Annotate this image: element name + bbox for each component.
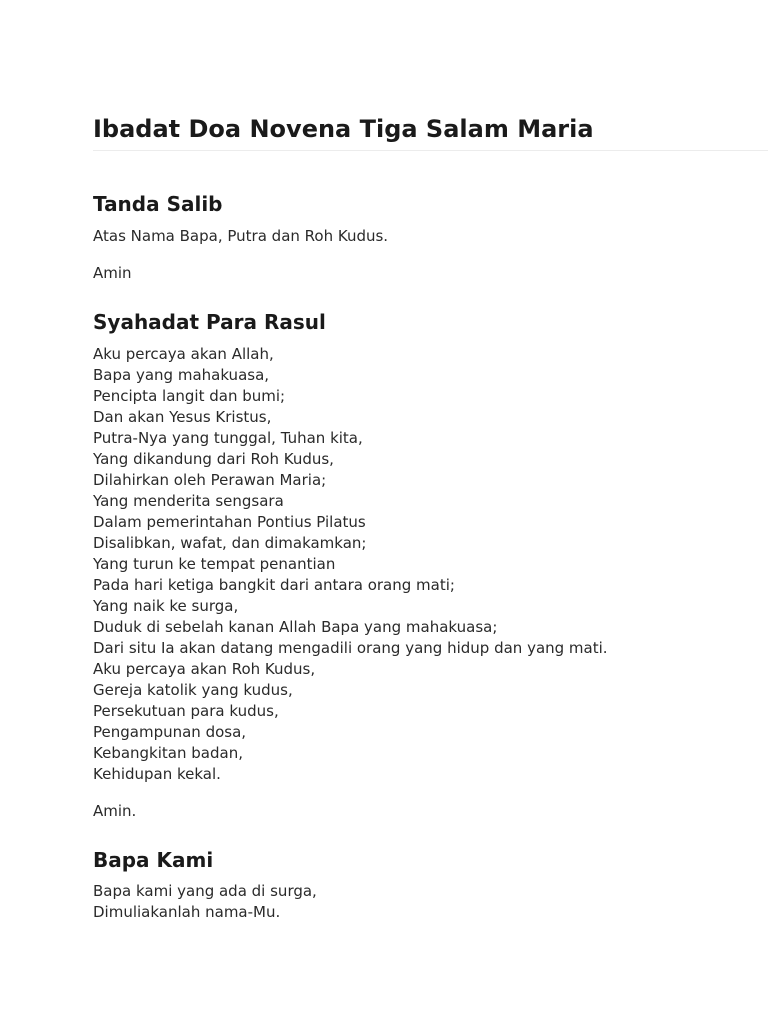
text-line: Dilahirkan oleh Perawan Maria;: [93, 471, 327, 489]
text-line: Pada hari ketiga bangkit dari antara orang mati;: [93, 576, 455, 594]
text-line: Bapa kami yang ada di surga,: [93, 882, 317, 900]
text-line: Duduk di sebelah kanan Allah Bapa yang mahakuasa;: [93, 618, 498, 636]
text-line: Yang menderita sengsara: [93, 492, 284, 510]
text-line: Persekutuan para kudus,: [93, 702, 279, 720]
text-line: Kebangkitan badan,: [93, 744, 243, 762]
text-line: Amin.: [93, 802, 137, 820]
paragraph-tanda-salib-1: [93, 226, 388, 247]
text-line: Pengampunan dosa,: [93, 723, 247, 741]
text-line: Dari situ Ia akan datang mengadili orang yang hidup dan yang mati.: [93, 639, 608, 657]
text-line: Dimuliakanlah nama-Mu.: [93, 903, 281, 921]
text-line: Aku percaya akan Roh Kudus,: [93, 660, 316, 678]
text-line: Atas Nama Bapa, Putra dan Roh Kudus.: [93, 227, 389, 245]
text-line: Kehidupan kekal.: [93, 765, 221, 783]
text-line: Putra-Nya yang tunggal, Tuhan kita,: [93, 429, 363, 447]
paragraph-syahadat-2: [93, 801, 136, 822]
text-line: Gereja katolik yang kudus,: [93, 681, 293, 699]
text-line: Pencipta langit dan bumi;: [93, 387, 286, 405]
text-line: Yang dikandung dari Roh Kudus,: [93, 450, 334, 468]
text-line: Dan akan Yesus Kristus,: [93, 408, 272, 426]
document-title: Ibadat Doa Novena Tiga Salam Maria: [93, 115, 594, 143]
text-line: Aku percaya akan Allah,: [93, 345, 274, 363]
text-line: Dalam pemerintahan Pontius Pilatus: [93, 513, 366, 531]
paragraph-bapa-kami-1: [93, 881, 317, 923]
paragraph-tanda-salib-2: [93, 263, 132, 284]
section-heading-bapa-kami: Bapa Kami: [93, 848, 214, 872]
text-line: Disalibkan, wafat, dan dimakamkan;: [93, 534, 367, 552]
text-line: Bapa yang mahakuasa,: [93, 366, 270, 384]
section-heading-syahadat-para-rasul: Syahadat Para Rasul: [93, 310, 326, 334]
text-line: Amin: [93, 264, 132, 282]
text-line: Yang naik ke surga,: [93, 597, 239, 615]
title-divider: [93, 150, 768, 151]
text-line: Yang turun ke tempat penantian: [93, 555, 336, 573]
section-heading-tanda-salib: Tanda Salib: [93, 192, 223, 216]
paragraph-syahadat-1: [93, 344, 608, 785]
